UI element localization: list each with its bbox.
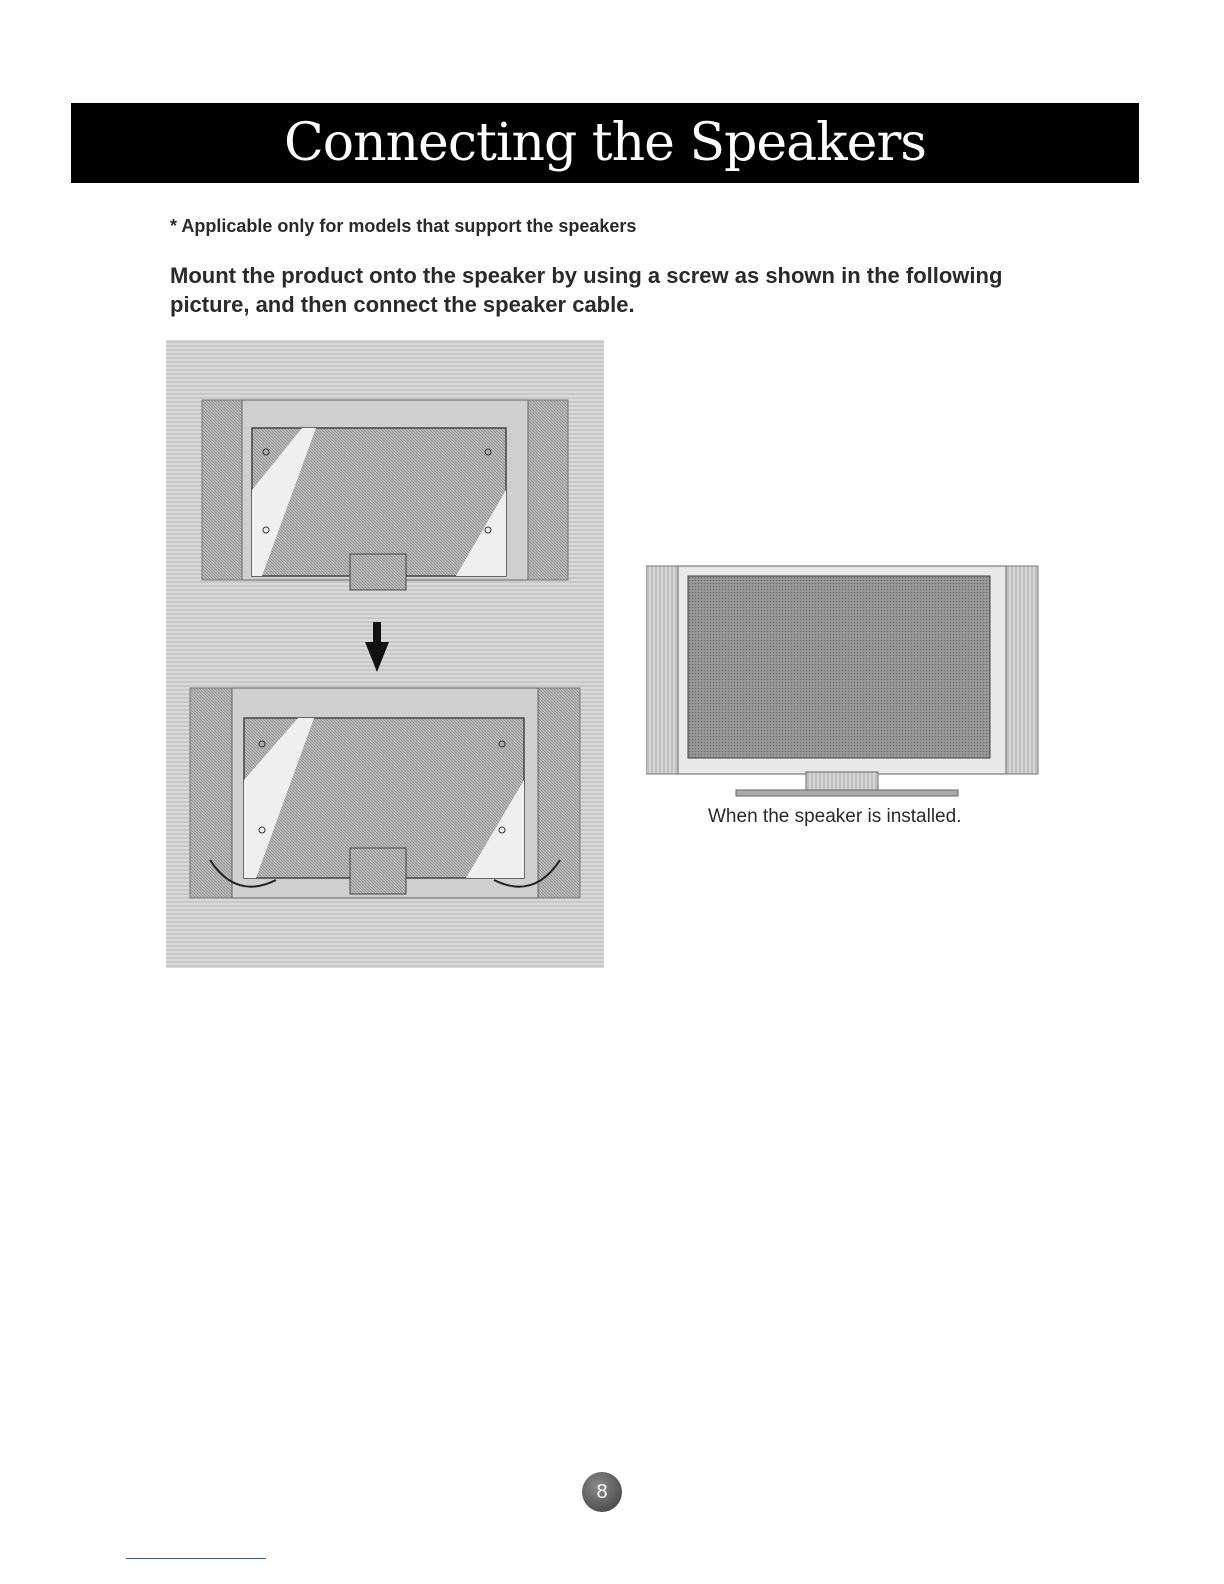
applicability-note: * Applicable only for models that support the speakers (170, 216, 637, 236)
display-screen (688, 576, 990, 758)
figure-caption: When the speaker is installed. (708, 806, 962, 827)
stand-base (736, 790, 958, 796)
footer-rule (126, 1558, 266, 1559)
left-speaker (646, 566, 680, 774)
title-bar (71, 103, 1139, 183)
speaker-mounting-illustration (166, 340, 604, 968)
page-title: Connecting the Speakers (283, 113, 926, 173)
mounting-instruction: Mount the product onto the speaker by using a screw as shown in the following picture, and then connect the speaker cable. (170, 263, 1003, 317)
stand-neck (806, 772, 878, 792)
rear-view-after (190, 688, 580, 898)
right-speaker (1004, 566, 1038, 774)
installed-speaker-front-illustration (646, 564, 1040, 800)
rear-view-before (202, 400, 568, 590)
page-number-badge: 8 (582, 1472, 622, 1512)
